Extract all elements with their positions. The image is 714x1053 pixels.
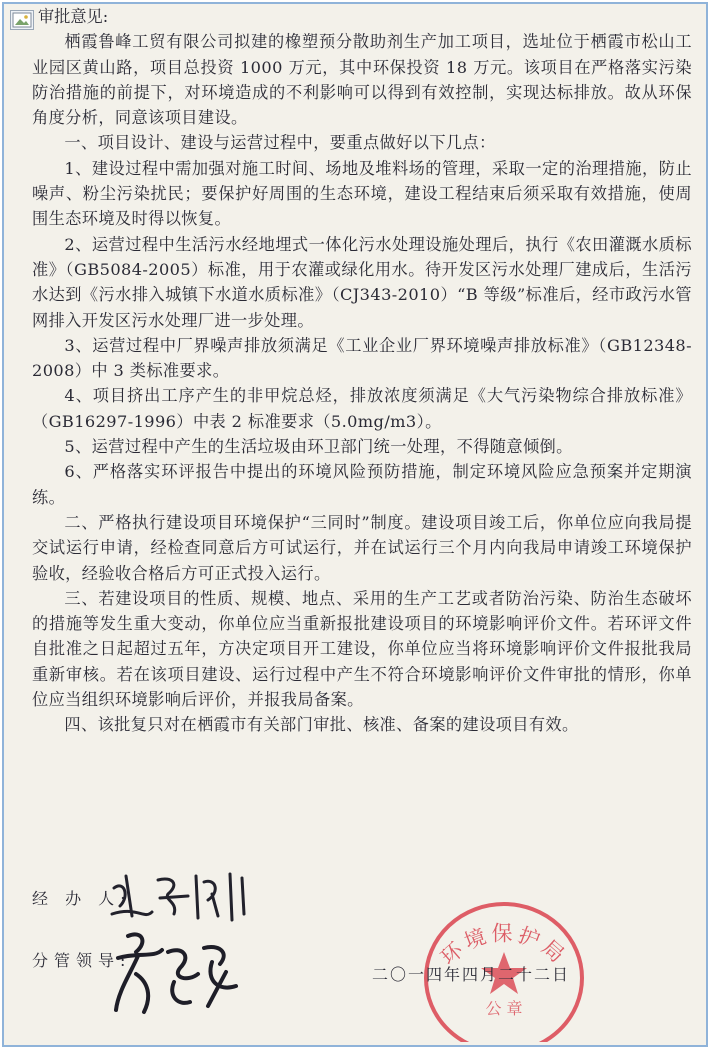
seal-ring-text: 环境保护局 — [436, 921, 572, 970]
handler-signature — [108, 866, 258, 926]
doc-heading: 审批意见: — [38, 7, 109, 26]
doc-paragraph: 三、若建设项目的性质、规模、地点、采用的生产工艺或者防治污染、防治生态破坏的措施等发生重大变动，你单位应当重新报批建设项目的环境影响评价文件。若环评文件自批准之日起超过五年，方决定项目开工建设，你单位应当将环境影响评价文件报批我局重新审核。若在该项目建设、运行过程中产生不符合环境影响评价文件审批的情形，你单位应当组织环境影响后评价，并报我局备案。 — [32, 588, 692, 710]
document-viewer-frame — [2, 2, 708, 1047]
doc-paragraph: 2、运营过程中生活污水经地埋式一体化污水处理设施处理后，执行《农田灌溉水质标准》（GB5084-2005）标准，用于农灌或绿化用水。待开发区污水处理厂建成后，生活污水达到《污水排入城镇下水道水质标准》（CJ343-2010）“B 等级”标准后，经市政污水管网排入开发区污水处理厂进一步处理。 — [32, 234, 692, 330]
doc-paragraph: 6、严格落实环评报告中提出的环境风险预防措施，制定环境风险应急预案并定期演练。 — [32, 462, 692, 507]
handler-label: 经 办 人: — [32, 889, 132, 908]
doc-paragraph: 1、建设过程中需加强对施工时间、场地及堆料场的管理，采取一定的治理措施，防止噪声、粉尘污染扰民；要保护好周围的生态环境，建设工程结束后须采取有效措施，使周围生态环境及时得以恢复。 — [32, 158, 692, 229]
doc-paragraph: 栖霞鲁峰工贸有限公司拟建的橡塑预分散助剂生产加工项目，选址位于栖霞市松山工业园区黄山路，项目总投资 1000 万元，其中环保投资 18 万元。该项目在严格落实污染防治措施的前提下，对环境造成的不利影响可以得到有效控制，实现达标排放。故从环保角度分析，同意该项目建设。 — [32, 32, 692, 128]
doc-paragraph: 3、运营过程中厂界噪声排放须满足《工业企业厂界环境噪声排放标准》（GB12348-2008）中 3 类标准要求。 — [32, 335, 692, 381]
doc-paragraph: 4、项目挤出工序产生的非甲烷总烃，排放浓度须满足《大气污染物综合排放标准》（GB16297-1996）中表 2 标准要求（5.0mg/m3）。 — [32, 386, 692, 431]
leader-signature — [108, 922, 248, 1022]
approval-date: 二〇一四年四月二十二日 — [372, 965, 571, 984]
leader-label: 分管领导: — [32, 951, 132, 970]
seal-center-text: 公 章 — [485, 999, 523, 1018]
doc-paragraph: 5、运营过程中产生的生活垃圾由环卫部门统一处理，不得随意倾倒。 — [64, 437, 573, 457]
doc-paragraph: 一、项目设计、建设与运营过程中，要重点做好以下几点： — [64, 133, 496, 153]
image-icon — [10, 10, 34, 30]
approval-document — [32, 4, 692, 738]
doc-paragraph: 四、该批复只对在栖霞市有关部门审批、核准、备案的建设项目有效。 — [64, 715, 579, 735]
doc-paragraph: 二、严格执行建设项目环境保护“三同时”制度。建设项目竣工后，你单位应向我局提交试运行申请，经检查同意后方可试运行，并在试运行三个月内向我局申请竣工环境保护验收，经验收合格后方可正式投入运行。 — [32, 512, 692, 583]
